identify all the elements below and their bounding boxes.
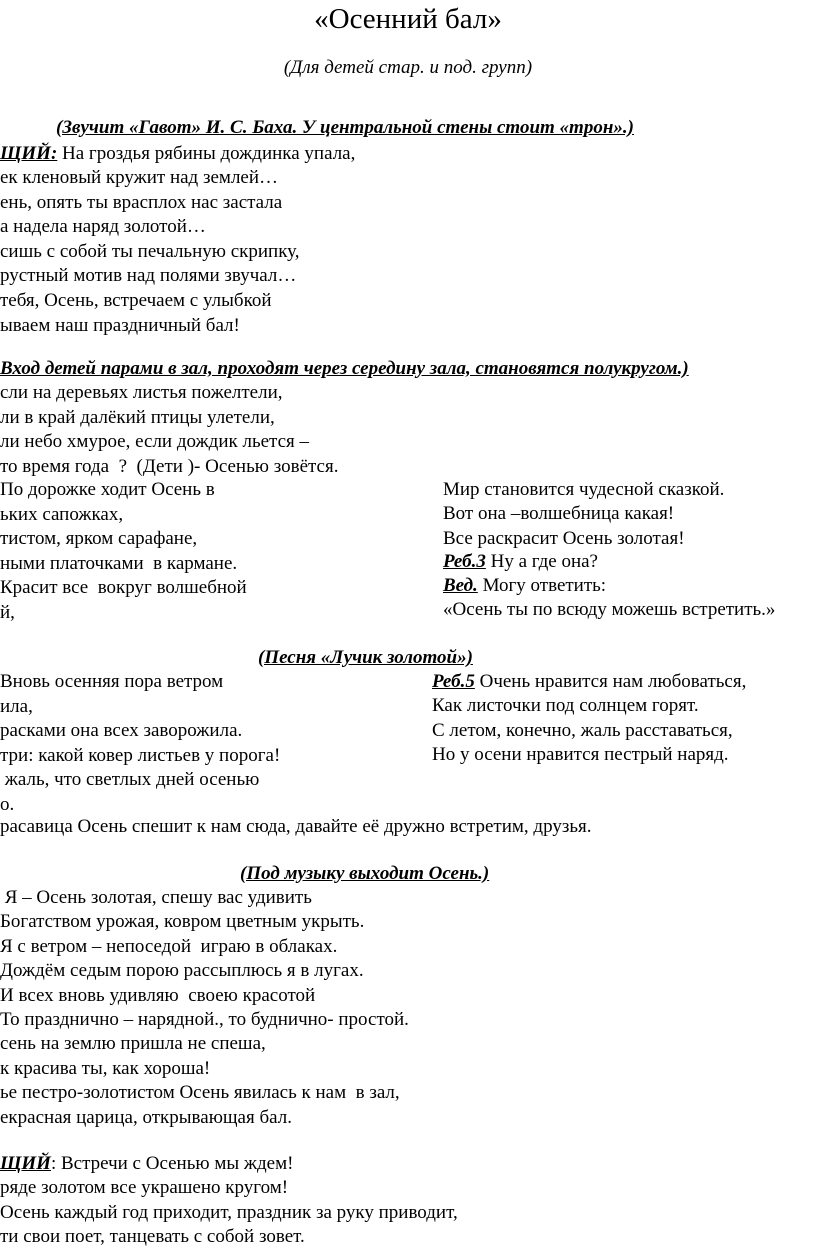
poem-line: три: какой ковер листьев у порога! — [0, 744, 281, 766]
speech-text-2: : Встречи с Осенью мы ждем! — [50, 1153, 294, 1174]
speech-text: На гроздья рябины дождинка упала, — [57, 143, 356, 164]
speaker-label: ЩИЙ: — [0, 143, 58, 164]
stage-direction-gavot: (Звучит «Гавот» И. С. Баха. У центральной стены стоит «трон».) — [56, 117, 634, 138]
poem-line: ье пестро-золотистом Осень явилась к нам в зал, — [0, 1082, 400, 1104]
poem-line: ек кленовый кружит над землей… — [0, 167, 279, 188]
poem-line: И всех вновь удивляю своею красотой — [0, 984, 316, 1006]
poem-line: Мир становится чудесной сказкой. — [443, 479, 725, 500]
poem-line: ными платочками в кармане. — [0, 552, 238, 574]
ved-text: Могу ответить: — [477, 575, 607, 596]
poem-line: Красит все вокруг волшебной — [0, 577, 247, 599]
poem-line: тебя, Осень, встречаем с улыбкой — [0, 290, 272, 311]
reb5-line — [432, 670, 746, 694]
poem-line: о. — [0, 794, 15, 815]
poem-line: ти свои поет, танцевать с собой зовет. — [0, 1226, 305, 1248]
poem-line: жаль, что светлых дней осенью — [0, 769, 260, 791]
poem-line: й, — [0, 602, 15, 623]
reb3-text: Ну а где она? — [485, 551, 598, 572]
stage-direction-autumn-enters: (Под музыку выходит Осень.) — [240, 863, 490, 884]
leading-speech-2-first-line — [0, 1152, 293, 1176]
poem-line: Богатством урожая, ковром цветным укрыть. — [0, 911, 365, 933]
document-title: «Осенний бал» — [314, 3, 502, 35]
reb5-text: Очень нравится нам любоваться, — [474, 671, 747, 692]
reb3-label: Реб.3 — [443, 551, 486, 572]
poem-line: Дождём седым порою рассыплюсь я в лугах. — [0, 960, 364, 982]
ved-line — [443, 574, 606, 598]
stage-direction-entrance: Вход детей парами в зал, проходят через середину зала, становятся полукругом.) — [0, 358, 689, 379]
poem-line: То празднично – нарядной., то буднично- простой. — [0, 1009, 409, 1030]
poem-line: ли небо хмурое, если дождик льется – — [0, 431, 310, 453]
autumn-invitation-line: расавица Осень спешит к нам сюда, давайте её дружно встретим, друзья. — [0, 816, 592, 837]
speaker-label-2: ЩИЙ — [0, 1153, 51, 1174]
poem-line: екрасная царица, открывающая бал. — [0, 1106, 292, 1128]
poem-line: С летом, конечно, жаль расставаться, — [432, 719, 733, 741]
poem-line: тистом, ярком сарафане, — [0, 528, 198, 550]
poem-line: то время года ? (Дети )- Осенью зовётся. — [0, 455, 339, 477]
poem-line: Но у осени нравится пестрый наряд. — [432, 744, 729, 766]
poem-line: ень, опять ты врасплох нас застала — [0, 191, 283, 213]
child-poem-right-last: «Осень ты по всюду можешь встретить.» — [443, 599, 776, 620]
poem-line: По дорожке ходит Осень в — [0, 479, 215, 500]
poem-line: Вот она –волшебница какая! — [443, 503, 675, 525]
poem-line: ли в край далёкий птицы улетели, — [0, 406, 275, 428]
document-subtitle: (Для детей стар. и под. групп) — [283, 57, 533, 78]
ved-label: Вед. — [443, 575, 478, 596]
poem-line: сень на землю пришла не спеша, — [0, 1033, 266, 1055]
poem-line: сли на деревьях листья пожелтели, — [0, 382, 283, 403]
poem-line: Я – Осень золотая, спешу вас удивить — [0, 887, 312, 908]
poem-line: рустный мотив над полями звучал… — [0, 265, 297, 287]
poem-line: расками она всех заворожила. — [0, 720, 243, 742]
poem-line: к красива ты, как хороша! — [0, 1057, 211, 1079]
poem-line: Вновь осенняя пора ветром — [0, 671, 224, 692]
poem-line: ряде золотом все украшено кругом! — [0, 1177, 289, 1198]
poem-line: ываем наш праздничный бал! — [0, 314, 240, 336]
poem-line: Все раскрасит Осень золотая! — [443, 527, 685, 549]
poem-line: Осень каждый год приходит, праздник за руку приводит, — [0, 1201, 458, 1223]
poem-line: сишь с собой ты печальную скрипку, — [0, 240, 300, 262]
leading-speech-first-line — [0, 142, 355, 166]
poem-line: ьких сапожках, — [0, 503, 124, 525]
poem-line: а надела наряд золотой… — [0, 216, 206, 238]
stage-direction-song: (Песня «Лучик золотой») — [258, 647, 473, 668]
poem-line: ила, — [0, 695, 33, 717]
reb5-label: Реб.5 — [432, 671, 475, 692]
poem-line: Я с ветром – непоседой играю в облаках. — [0, 935, 338, 957]
poem-line: Как листочки под солнцем горят. — [432, 695, 699, 716]
reb3-line — [443, 550, 598, 574]
